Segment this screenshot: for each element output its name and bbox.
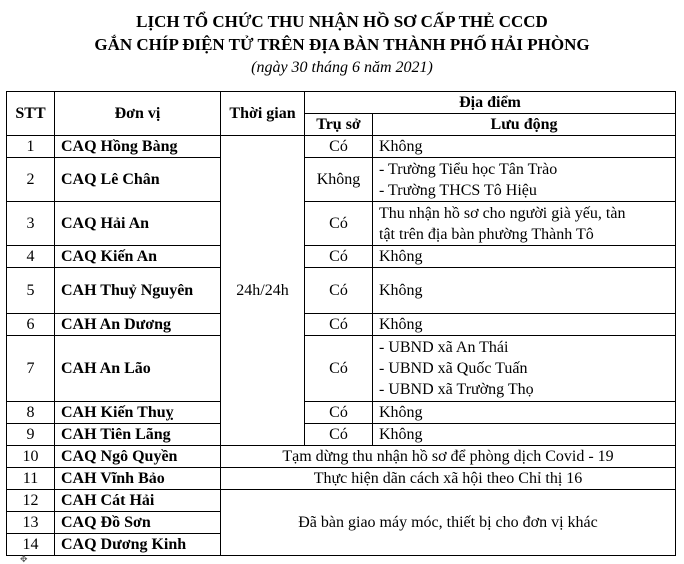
header-stt: STT bbox=[7, 92, 55, 136]
note-cell: Thực hiện dãn cách xã hội theo Chỉ thị 16 bbox=[221, 468, 676, 490]
table-row bbox=[7, 246, 676, 268]
note-cell: Đã bàn giao máy móc, thiết bị cho đơn vị khác bbox=[221, 490, 676, 556]
note-cell: Tạm dừng thu nhận hồ sơ để phòng dịch Covid - 19 bbox=[221, 446, 676, 468]
unit-cell: CAQ Kiến An bbox=[55, 246, 221, 268]
mobile-line: - Trường THCS Tô Hiệu bbox=[379, 181, 537, 199]
stt-cell: 10 bbox=[7, 446, 55, 468]
table-row bbox=[7, 136, 676, 158]
document-title-line1: LỊCH TỔ CHỨC THU NHẬN HỒ SƠ CẤP THẺ CCCD bbox=[136, 12, 548, 31]
hq-cell: Có bbox=[305, 402, 373, 424]
unit-cell: CAQ Lê Chân bbox=[55, 158, 221, 202]
unit-cell: CAH Thuỷ Nguyên bbox=[55, 268, 221, 314]
document-title-line2: GẮN CHÍP ĐIỆN TỬ TRÊN ĐỊA BÀN THÀNH PHỐ HẢI PHÒNG bbox=[94, 35, 590, 54]
stt-cell: 9 bbox=[7, 424, 55, 446]
stt-cell: 14 bbox=[7, 534, 55, 556]
stt-cell: 12 bbox=[7, 490, 55, 512]
time-cell: 24h/24h bbox=[221, 136, 305, 446]
hq-cell: Có bbox=[305, 336, 373, 402]
hq-cell: Có bbox=[305, 314, 373, 336]
header-location: Địa điểm bbox=[305, 92, 676, 114]
mobile-cell bbox=[373, 158, 676, 202]
table-row bbox=[7, 424, 676, 446]
stt-cell: 2 bbox=[7, 158, 55, 202]
stt-cell: 13 bbox=[7, 512, 55, 534]
mobile-line: - UBND xã Quốc Tuấn bbox=[379, 360, 528, 377]
unit-cell: CAQ Ngô Quyền bbox=[55, 446, 221, 468]
mobile-cell: Không bbox=[373, 314, 676, 336]
table-row bbox=[7, 268, 676, 314]
unit-cell: CAH An Lão bbox=[55, 336, 221, 402]
unit-cell: CAH Cát Hải bbox=[55, 490, 221, 512]
hq-cell: Không bbox=[305, 158, 373, 202]
mobile-cell: Không bbox=[373, 268, 676, 314]
mobile-line: - UBND xã An Thái bbox=[379, 339, 509, 356]
table-row bbox=[7, 402, 676, 424]
hq-cell: Có bbox=[305, 246, 373, 268]
unit-cell: CAH Tiên Lãng bbox=[55, 424, 221, 446]
hq-cell: Có bbox=[305, 136, 373, 158]
mobile-cell bbox=[373, 336, 676, 402]
move-handle-icon[interactable]: ✥ bbox=[20, 554, 28, 564]
stt-cell: 6 bbox=[7, 314, 55, 336]
stt-cell: 11 bbox=[7, 468, 55, 490]
mobile-line: - Trường Tiểu học Tân Trào bbox=[379, 160, 558, 178]
stt-cell: 3 bbox=[7, 202, 55, 246]
table-row bbox=[7, 490, 676, 512]
header-unit: Đơn vị bbox=[55, 92, 221, 136]
table-row bbox=[7, 336, 676, 402]
header-mobile: Lưu động bbox=[373, 114, 676, 136]
document-date: (ngày 30 tháng 6 năm 2021) bbox=[251, 59, 433, 76]
mobile-cell: Không bbox=[373, 402, 676, 424]
mobile-cell: Không bbox=[373, 136, 676, 158]
mobile-line: Thu nhận hồ sơ cho người già yếu, tàn bbox=[379, 204, 626, 222]
unit-cell: CAH Vĩnh Bảo bbox=[55, 468, 221, 490]
unit-cell: CAH Kiến Thuỵ bbox=[55, 402, 221, 424]
unit-cell: CAH An Dương bbox=[55, 314, 221, 336]
stt-cell: 1 bbox=[7, 136, 55, 158]
mobile-cell: Không bbox=[373, 246, 676, 268]
hq-cell: Có bbox=[305, 268, 373, 314]
table-row bbox=[7, 202, 676, 246]
unit-cell: CAQ Đồ Sơn bbox=[55, 512, 221, 534]
stt-cell: 4 bbox=[7, 246, 55, 268]
mobile-cell bbox=[373, 202, 676, 246]
schedule-table bbox=[6, 91, 676, 556]
hq-cell: Có bbox=[305, 424, 373, 446]
mobile-cell: Không bbox=[373, 424, 676, 446]
stt-cell: 7 bbox=[7, 336, 55, 402]
hq-cell: Có bbox=[305, 202, 373, 246]
table-row bbox=[7, 314, 676, 336]
unit-cell: CAQ Dương Kinh bbox=[55, 534, 221, 556]
stt-cell: 5 bbox=[7, 268, 55, 314]
table-row bbox=[7, 446, 676, 468]
mobile-line: tật trên địa bàn phường Thành Tô bbox=[379, 225, 594, 243]
stt-cell: 8 bbox=[7, 402, 55, 424]
unit-cell: CAQ Hải An bbox=[55, 202, 221, 246]
unit-cell: CAQ Hồng Bàng bbox=[55, 136, 221, 158]
mobile-line: - UBND xã Trường Thọ bbox=[379, 381, 534, 398]
header-time: Thời gian bbox=[221, 92, 305, 136]
header-headquarters: Trụ sở bbox=[305, 114, 373, 136]
table-row bbox=[7, 158, 676, 202]
table-row bbox=[7, 468, 676, 490]
